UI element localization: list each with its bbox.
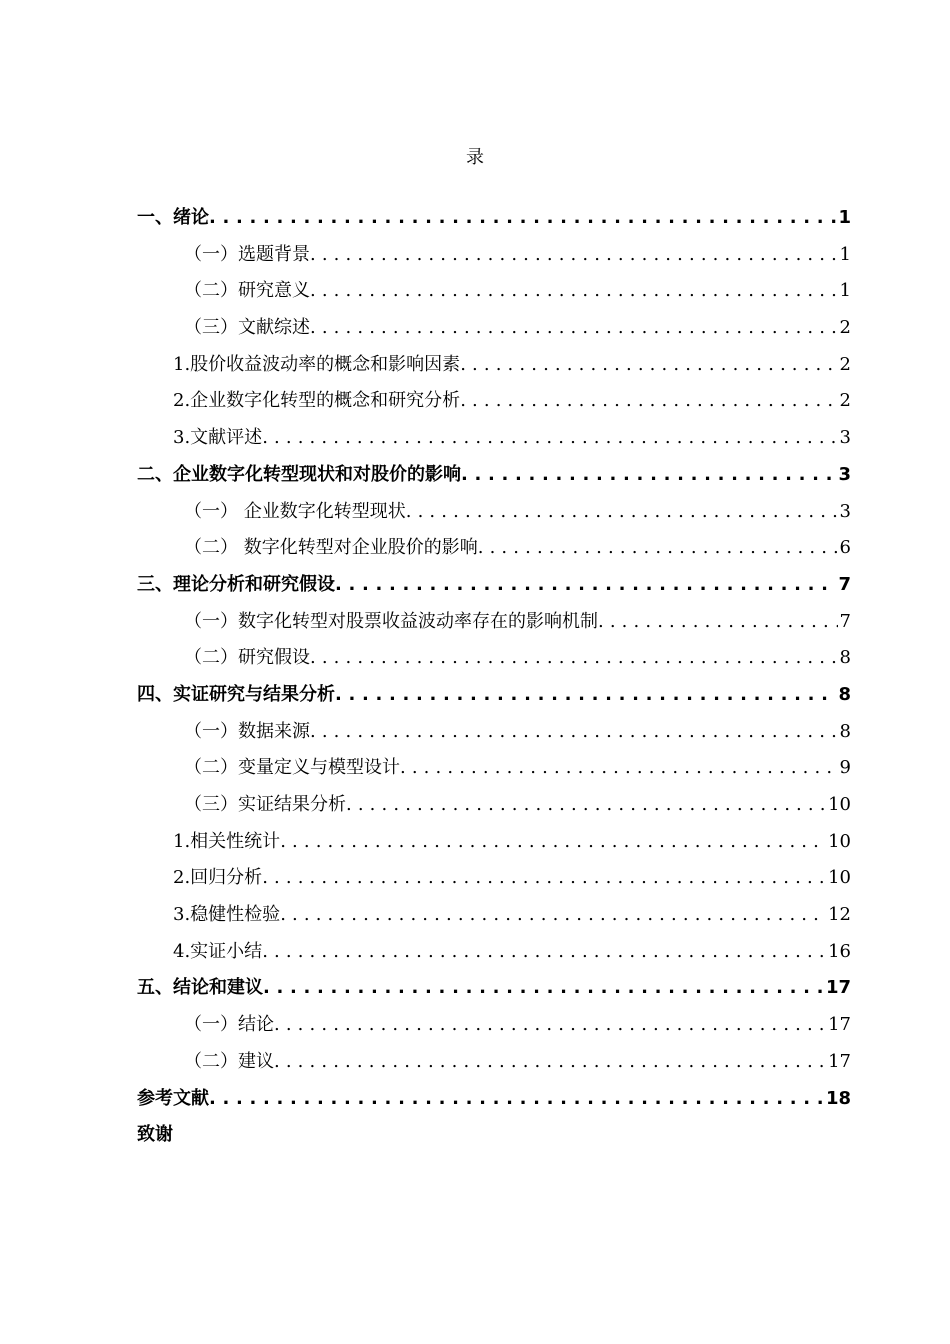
toc-dot-leader — [280, 897, 826, 934]
toc-dot-leader — [335, 677, 836, 714]
toc-entry[interactable] — [137, 750, 851, 787]
toc-entry-page-number: 18 — [825, 1087, 851, 1109]
toc-entry-label: 1.股价收益波动率的概念和影响因素 — [173, 353, 461, 375]
toc-entry-page-number: 10 — [828, 794, 851, 815]
toc-dot-leader — [274, 1007, 826, 1044]
toc-entry-page-number: 17 — [825, 977, 851, 999]
toc-entry-label: （二）研究假设 — [184, 647, 310, 669]
toc-entry-page-number: 2 — [839, 390, 851, 412]
toc-entry-page-number: 3 — [839, 427, 851, 449]
toc-entry[interactable] — [137, 640, 851, 677]
toc-entry[interactable] — [137, 1117, 851, 1154]
toc-entry-page-number: 9 — [839, 757, 851, 779]
toc-entry[interactable] — [137, 604, 851, 641]
toc-entry-page-number: 3 — [838, 463, 851, 485]
toc-dot-leader — [460, 383, 837, 420]
toc-entry-label: （一）数据来源 — [184, 720, 310, 742]
toc-entry[interactable] — [137, 934, 851, 971]
toc-dot-leader — [310, 640, 838, 677]
toc-dot-leader — [310, 237, 838, 274]
toc-entry-page-number: 6 — [839, 537, 851, 559]
toc-dot-leader — [263, 970, 824, 1007]
toc-entry[interactable] — [137, 347, 851, 384]
toc-dot-leader — [274, 1044, 826, 1081]
toc-entry-label: （三）文献综述 — [184, 317, 310, 339]
toc-entry-label: 五、结论和建议 — [137, 977, 263, 999]
toc-entry[interactable] — [137, 897, 851, 934]
toc-entry-page-number: 8 — [839, 647, 851, 669]
toc-entry-page-number: 7 — [838, 573, 851, 595]
toc-dot-leader — [478, 530, 838, 567]
toc-entry[interactable] — [137, 567, 851, 604]
toc-entry[interactable] — [137, 714, 851, 751]
toc-entry[interactable] — [137, 494, 851, 531]
toc-dot-leader — [310, 310, 838, 347]
toc-entry[interactable] — [137, 970, 851, 1007]
toc-entry-label: （一）选题背景 — [184, 243, 310, 265]
toc-entry-page-number: 8 — [838, 683, 851, 705]
toc-entry-label: 1.相关性统计 — [173, 830, 281, 852]
toc-entry-label: （二）研究意义 — [184, 280, 310, 302]
toc-dot-leader — [346, 787, 826, 824]
toc-dot-leader — [461, 457, 836, 494]
toc-dot-leader — [280, 824, 826, 861]
toc-entry-label: （二） 数字化转型对企业股价的影响 — [184, 537, 478, 559]
toc-entry-page-number: 1 — [838, 207, 851, 228]
toc-dot-leader — [310, 714, 838, 751]
toc-entry[interactable] — [137, 457, 851, 494]
toc-entry-page-number: 2 — [839, 353, 851, 375]
toc-entry-page-number: 16 — [828, 940, 851, 962]
toc-entry-page-number: 3 — [839, 500, 851, 522]
toc-entry[interactable] — [137, 1081, 851, 1118]
toc-entry-label: 4.实证小结 — [173, 940, 263, 962]
toc-dot-leader — [262, 860, 826, 897]
toc-dot-leader — [310, 273, 838, 310]
toc-entry[interactable] — [137, 273, 851, 310]
toc-entry-label: （二）建议 — [184, 1050, 274, 1072]
toc-entry-label: 参考文献 — [137, 1087, 209, 1109]
toc-entry-page-number: 2 — [839, 317, 851, 339]
toc-entry-label: （一）结论 — [184, 1014, 274, 1036]
toc-entry-label: 2.企业数字化转型的概念和研究分析 — [173, 390, 461, 412]
toc-entry[interactable] — [137, 200, 851, 237]
toc-entry[interactable] — [137, 237, 851, 274]
toc-entry-label: 二、企业数字化转型现状和对股价的影响 — [137, 463, 461, 485]
toc-entry[interactable] — [137, 1007, 851, 1044]
toc-entry-label: 一、绪论 — [137, 207, 209, 228]
toc-entry[interactable] — [137, 420, 851, 457]
toc-dot-leader — [262, 420, 837, 457]
toc-entry-label: （三）实证结果分析 — [184, 794, 346, 815]
toc-entry-page-number: 10 — [828, 867, 851, 889]
toc-entry[interactable] — [137, 824, 851, 861]
toc-entry-label: （二）变量定义与模型设计 — [184, 757, 400, 779]
toc-entry-label: 3.稳健性检验 — [173, 904, 281, 926]
toc-dot-leader — [406, 494, 838, 531]
toc-entry[interactable] — [137, 1044, 851, 1081]
toc-dot-leader — [598, 604, 838, 641]
toc-entry-page-number: 17 — [828, 1050, 851, 1072]
toc-dot-leader — [335, 567, 836, 604]
toc-entry[interactable] — [137, 310, 851, 347]
toc-dot-leader — [209, 200, 836, 237]
toc-entry[interactable] — [137, 677, 851, 714]
toc-entry[interactable] — [137, 530, 851, 567]
toc-entry[interactable] — [137, 860, 851, 897]
toc-entry-page-number: 12 — [828, 904, 851, 926]
toc-entry-label: 三、理论分析和研究假设 — [137, 573, 335, 595]
toc-dot-leader — [262, 934, 826, 971]
toc-entry[interactable] — [137, 787, 851, 824]
toc-entry-page-number: 1 — [839, 243, 851, 265]
toc-dot-leader — [209, 1081, 824, 1118]
toc-dot-leader — [460, 347, 837, 384]
toc-title: 录 — [466, 147, 484, 168]
table-of-contents — [137, 200, 851, 1154]
toc-entry-label: 四、实证研究与结果分析 — [137, 683, 335, 705]
toc-entry-label: 致谢 — [137, 1124, 173, 1146]
toc-entry-page-number: 17 — [828, 1014, 851, 1036]
toc-entry-label: 2.回归分析 — [173, 867, 263, 889]
toc-entry-page-number: 10 — [828, 830, 851, 852]
toc-entry-page-number: 8 — [839, 720, 851, 742]
toc-entry-page-number: 7 — [839, 610, 851, 632]
toc-entry[interactable] — [137, 383, 851, 420]
toc-dot-leader — [400, 750, 838, 787]
toc-entry-page-number: 1 — [839, 280, 851, 302]
toc-entry-label: （一） 企业数字化转型现状 — [184, 500, 406, 522]
toc-entry-label: 3.文献评述 — [173, 427, 263, 449]
toc-entry-label: （一）数字化转型对股票收益波动率存在的影响机制 — [184, 610, 598, 632]
